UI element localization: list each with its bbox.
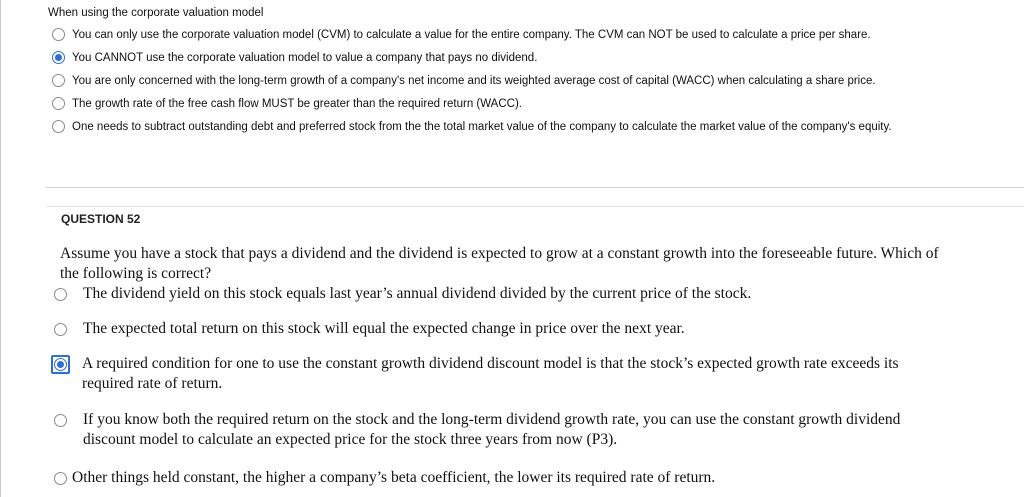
radio-button[interactable]: [54, 323, 67, 336]
radio-button[interactable]: [54, 414, 67, 427]
answer-option[interactable]: [54, 284, 923, 304]
section-divider: [46, 206, 1024, 207]
answer-option-label: You CANNOT use the corporate valuation model to value a company that pays no dividend.: [72, 52, 538, 64]
radio-button[interactable]: [52, 28, 65, 41]
answer-option-selected[interactable]: [54, 354, 922, 394]
radio-button-selected[interactable]: [54, 358, 67, 371]
radio-button[interactable]: [54, 288, 67, 301]
question-heading: QUESTION 52: [61, 212, 141, 226]
section-divider: [46, 187, 1024, 188]
answer-option-label: The growth rate of the free cash flow MUST be greater than the required return (WACC).: [72, 98, 522, 110]
radio-button[interactable]: [52, 74, 65, 87]
answer-option[interactable]: [52, 96, 522, 112]
answer-option[interactable]: [52, 73, 876, 89]
answer-option-label: You can only use the corporate valuation model (CVM) to calculate a value for the entire company. The CVM can NOT be used to calculate a price per share.: [72, 29, 871, 41]
question-previous: [0, 0, 1024, 187]
answer-option-label: The expected total return on this stock will equal the expected change in price over the next year.: [83, 320, 685, 337]
answer-option-label: Other things held constant, the higher a company’s beta coefficient, the lower its required rate of return.: [72, 469, 716, 486]
answer-option-label: The dividend yield on this stock equals last year’s annual dividend divided by the current price of the stock.: [83, 285, 752, 302]
radio-button[interactable]: [52, 120, 65, 133]
answer-option[interactable]: [54, 410, 923, 450]
answer-option-label: One needs to subtract outstanding debt and preferred stock from the the total market value of the company to calculate the market value of the company's equity.: [72, 121, 892, 133]
answer-option[interactable]: [54, 319, 923, 339]
question-prompt: Assume you have a stock that pays a dividend and the dividend is expected to grow at a constant growth into the foreseeable future. Which of the following is correct?: [60, 245, 939, 282]
radio-button[interactable]: [54, 472, 67, 485]
answer-option[interactable]: [52, 119, 942, 135]
answer-option[interactable]: [52, 50, 537, 66]
radio-button[interactable]: [52, 97, 65, 110]
answer-option-label: You are only concerned with the long-term growth of a company's net income and its weighted average cost of capital (WACC) when calculating a share price.: [72, 75, 876, 87]
question-prompt: When using the corporate valuation model: [48, 7, 264, 19]
answer-option[interactable]: [54, 468, 972, 488]
radio-button-selected[interactable]: [52, 51, 65, 64]
answer-option-label: If you know both the required return on the stock and the long-term dividend growth rate, you can use the constant growth dividend discount model to calculate an expected price for the stock three years from now (P3).: [83, 411, 901, 448]
answer-option[interactable]: [52, 27, 871, 43]
selected-answer-focus-box[interactable]: [51, 355, 70, 374]
answer-option-label: A required condition for one to use the constant growth dividend discount model is that the stock’s expected growth rate exceeds its required rate of return.: [82, 355, 899, 392]
